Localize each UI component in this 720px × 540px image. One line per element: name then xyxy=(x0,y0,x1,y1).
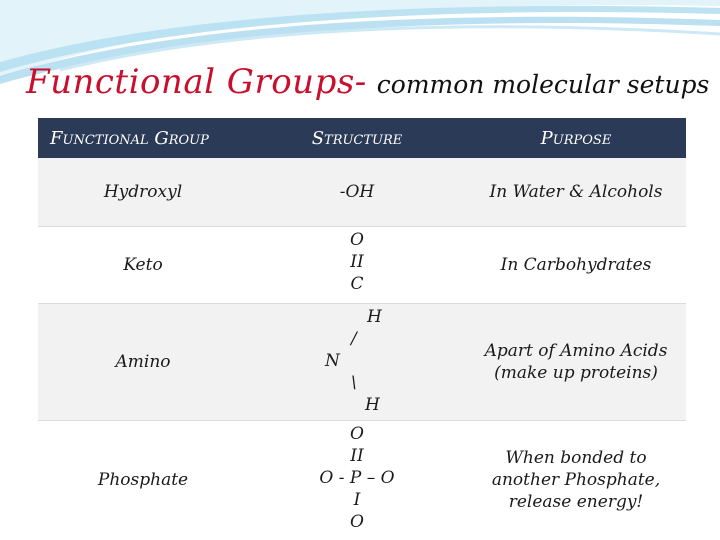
group-name: Phosphate xyxy=(38,421,248,540)
purpose-phosphate xyxy=(466,421,686,540)
structure-keto xyxy=(327,230,387,300)
purpose-line: another Phosphate, xyxy=(491,470,661,490)
header-structure: Structure xyxy=(248,118,466,158)
table-row-hydroxyl xyxy=(38,158,686,227)
phosphate-middle: O - P – O xyxy=(319,468,395,488)
purpose-text: In Carbohydrates xyxy=(466,227,686,304)
amino-hydrogen-top: H xyxy=(367,307,382,327)
table-header-row xyxy=(38,118,686,158)
structure-phosphate-cell xyxy=(248,421,466,540)
amino-hydrogen-bottom: H xyxy=(365,395,380,415)
header-functional-group: Functional Group xyxy=(38,118,248,158)
purpose-line: When bonded to xyxy=(505,448,647,468)
purpose-amino xyxy=(466,304,686,421)
amino-nitrogen: N xyxy=(325,351,340,371)
purpose-text: In Water & Alcohols xyxy=(466,158,686,227)
amino-bond-down: \ xyxy=(351,373,357,393)
table-row-keto xyxy=(38,227,686,304)
amino-bond-up: / xyxy=(351,329,357,349)
group-name: Keto xyxy=(38,227,248,304)
structure-amino xyxy=(317,307,397,417)
structure-phosphate xyxy=(297,424,417,536)
group-name: Hydroxyl xyxy=(38,158,248,227)
keto-double-bond: II xyxy=(350,252,364,272)
keto-carbon: C xyxy=(350,274,364,294)
phosphate-oxygen-top: O xyxy=(350,424,364,444)
slide-title xyxy=(26,62,716,102)
structure-amino-cell xyxy=(248,304,466,421)
table-row-amino xyxy=(38,304,686,421)
title-subtitle: common molecular setups xyxy=(376,70,710,99)
phosphate-double-bond: II xyxy=(350,446,364,466)
phosphate-oxygen-bottom: O xyxy=(350,512,364,532)
purpose-line: release energy! xyxy=(508,492,644,512)
table-row-phosphate xyxy=(38,421,686,540)
purpose-line: (make up proteins) xyxy=(494,363,658,383)
structure-hydroxyl: -OH xyxy=(248,158,466,227)
title-main: Functional Groups- xyxy=(26,62,367,102)
group-name: Amino xyxy=(38,304,248,421)
phosphate-single-bond: I xyxy=(353,490,361,510)
purpose-line: Apart of Amino Acids xyxy=(484,341,668,361)
keto-oxygen: O xyxy=(350,230,364,250)
header-purpose: Purpose xyxy=(466,118,686,158)
structure-keto-cell xyxy=(248,227,466,304)
functional-groups-table xyxy=(38,118,686,539)
